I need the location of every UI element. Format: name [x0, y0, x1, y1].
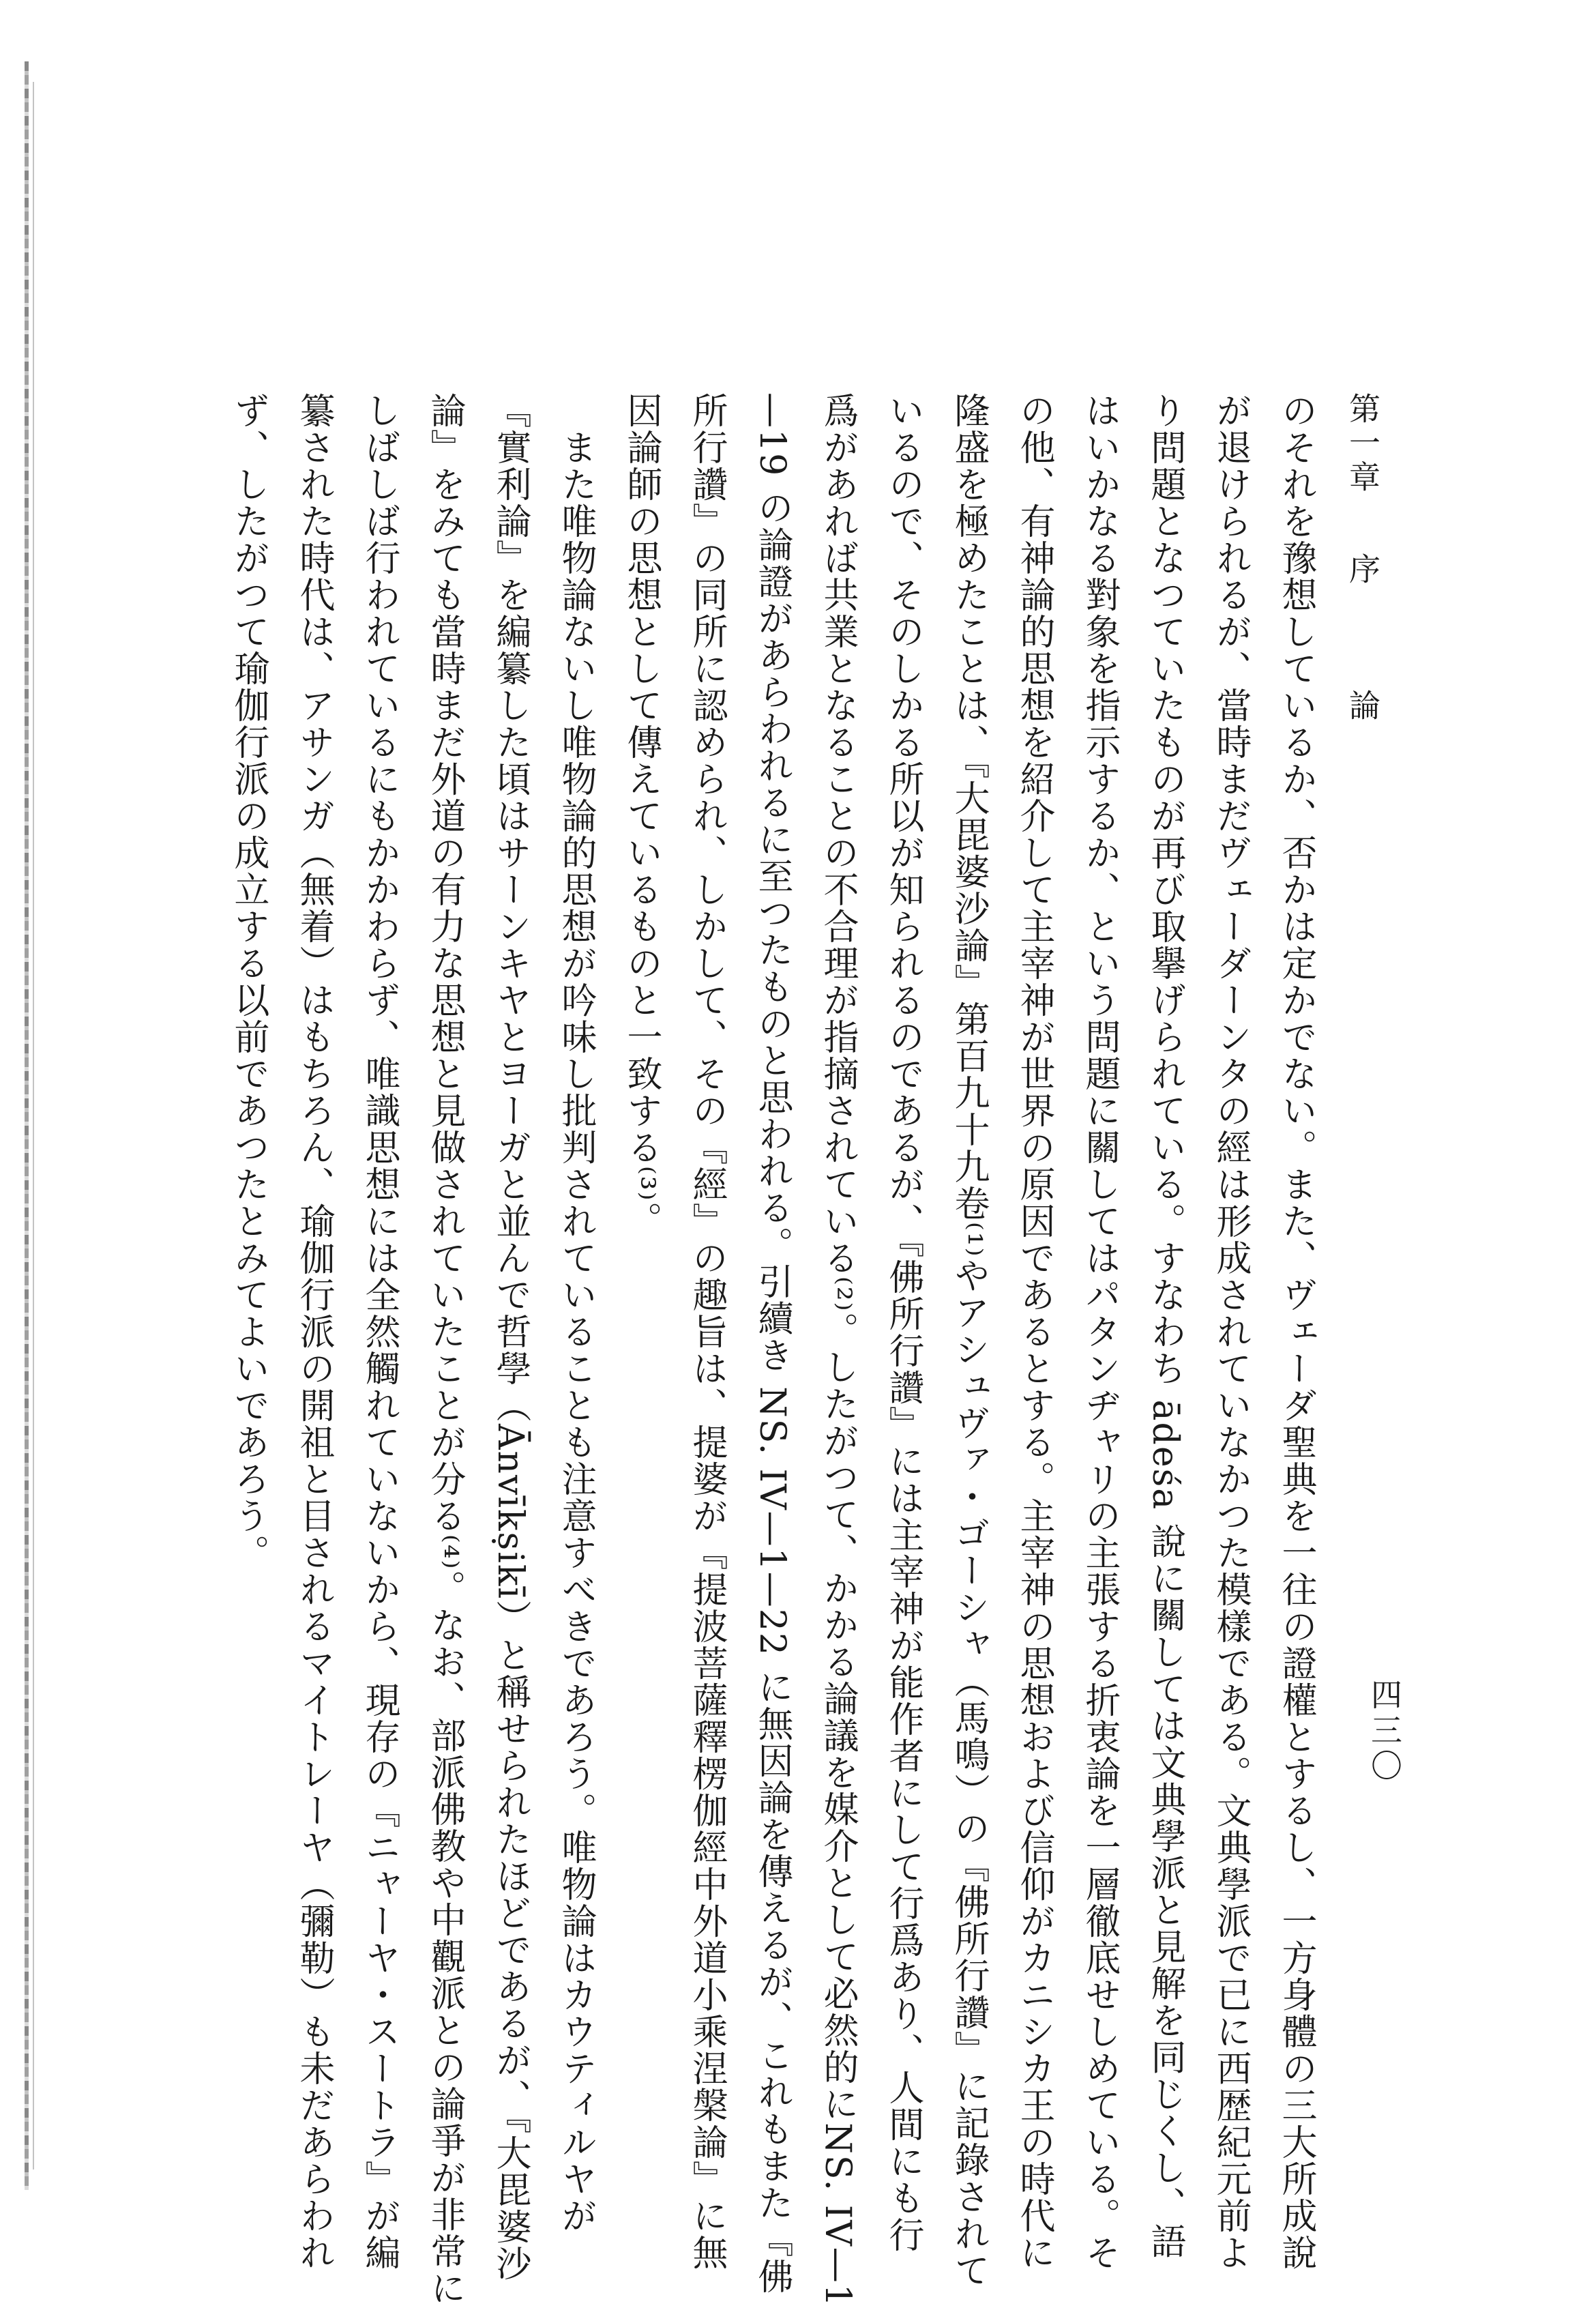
text-column-12: また唯物論ないし唯物論的思想が吟味し批判されていることも注意すべきであろう。唯物論はカウティルヤが [555, 392, 596, 2234]
text-column-2: が退けられるが、當時まだヴェーダーンタの經は形成されていなかつた模樣である。文典學派で已に西歴紀元前よ [1210, 392, 1251, 2271]
text-column-6: 隆盛を極めたことは、『大毘婆沙論』第百九十九卷⁽¹⁾やアシュヴァ・ゴーシャ（馬鳴）の『佛所行讚』に記錄されて [948, 392, 989, 2290]
running-header-chapter: 第一章 [1344, 392, 1381, 495]
text-column-8: 爲があれば共業となることの不合理が指摘されている⁽²⁾。したがつて、かかる論議を媒介として必然的にNS. IV—1 [817, 392, 858, 2308]
text-column-14: 論』をみても當時まだ外道の有力な思想と見做されていたことが分る⁽⁴⁾。なお、部派佛教や中觀派との論爭が非常に [424, 392, 465, 2307]
page-number: 四三〇 [1366, 1678, 1403, 1785]
binding-shadow [33, 82, 34, 2170]
text-column-11: 因論師の思想として傳えているものと一致する⁽³⁾。 [621, 392, 662, 1239]
text-column-10: 所行讚』の同所に認められ、しかして、その『經』の趣旨は、提婆が『提波菩薩釋楞伽經中外道小乘涅槃論』に無 [686, 392, 727, 2271]
text-column-3: り問題となつていたものが再び取擧げられている。すなわち ādeśa 說に關しては文典學派と見解を同じくし、語 [1144, 392, 1185, 2260]
text-column-1: のそれを豫想しているか、否かは定かでない。また、ヴェーダ聖典を一往の證權とするし、一方身體の三大所成說 [1275, 392, 1316, 2271]
text-column-7: いるので、そのしかる所以が知られるのであるが、『佛所行讚』には主宰神が能作者にして行爲あり、人間にも行 [883, 392, 923, 2253]
text-column-5: の他、有神論的思想を紹介して主宰神が世界の原因であるとする。主宰神の思想および信仰がカニシカ王の時代に [1014, 392, 1054, 2271]
text-column-9: —19 の論證があらわれるに至つたものと思われる。引續き NS. IV—1—22 に無因論を傳えるが、これもまた『佛 [752, 392, 793, 2296]
running-header-title: 序 [1344, 553, 1381, 587]
text-column-13: 『實利論』を編纂した頃はサーンキヤとヨーガと並んで哲學（Ānvīkṣikī）と稱せられたほどであるが、『大毘婆沙 [490, 392, 531, 2283]
running-header-title2: 論 [1344, 689, 1381, 723]
text-column-16: 纂された時代は、アサンガ（無着）はもちろん、瑜伽行派の開祖と目されるマイトレーヤ（彌勒）も未だあらわれ [293, 392, 334, 2271]
text-column-4: はいかなる對象を指示するか、という問題に關してはパタンヂャリの主張する折衷論を一層徹底せしめている。そ [1079, 392, 1120, 2271]
text-column-17: ず、したがつて瑜伽行派の成立する以前であつたとみてよいであろう。 [228, 392, 269, 1571]
text-column-15: しばしば行われているにもかかわらず、唯識思想には全然觸れていないから、現存の『ニャーヤ・スートラ』が編 [359, 392, 400, 2271]
binding-edge [25, 61, 29, 2190]
